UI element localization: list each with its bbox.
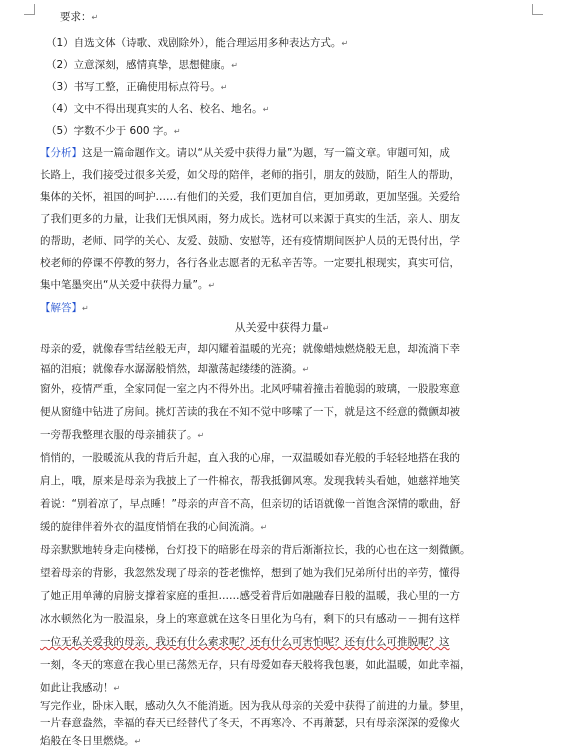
essay-line: 一片春意盎然，幸福的春天已经替代了冬天，不再寒冷、不再萧瑟，只有母亲深深的爱像火 (40, 717, 460, 729)
analysis-line: 了我们更多的力量，让我们无惧风雨，努力成长。选材可以来源于真实的生活，亲人、朋友 (40, 213, 460, 225)
analysis-line: 集中笔墨突出“从关爱中获得力量”。↵ (40, 279, 216, 291)
essay-line: 肩上，哦，原来是母亲为我披上了一件棉衣，帮我抵御风寒。发现我转头看她，她慈祥地笑 (40, 475, 460, 487)
requirement-item: （5）字数不少于 600 字。↵ (46, 125, 181, 137)
analysis-line: 长路上，我们接受过很多关爱，如父母的陪伴，老师的指引，朋友的鼓励，陌生人的帮助， (40, 169, 460, 181)
analysis-line: 校老师的停课不停教的努力，各行各业志愿者的无私辛苦等。一定要扎根现实，真实可信， (40, 257, 460, 269)
answer-heading: 【解答】↵ (40, 302, 89, 314)
essay-line: 了她正用单薄的肩膀支撑着家庭的重担……感受着背后如融融春日般的温暖，我心里的一方 (40, 590, 460, 602)
crop-mark-top-left (24, 4, 35, 15)
essay-line: 悄悄的，一股暖流从我的背后升起，直入我的心扉，一双温暖如春光般的手轻轻地搭在我的 (40, 452, 460, 464)
essay-line: 母亲默默地转身走向楼梯，台灯投下的暗影在母亲的背后渐渐拉长，我的心也在这一刻微颤。 (40, 544, 471, 556)
essay-line: 一位无私关爱我的母亲，我还有什么索求呢？还有什么可害怕呢？还有什么可推脱呢？这 (40, 636, 450, 648)
analysis-line: 集体的关怀，祖国的呵护……有他们的关爱，我们更加自信，更加勇敢，更加坚强。关爱给 (40, 191, 460, 203)
essay-line: 窗外，疫情严重，全家同促一室之内不得外出。北风呼啸着撞击着脆弱的玻璃，一股股寒意 (40, 383, 460, 395)
essay-line: 福的泪痕；就像春水潺潺般悄然，却激荡起缕缕的涟漪。↵ (40, 363, 310, 375)
essay-line: 如此让我感动！↵ (40, 682, 121, 694)
essay-line: 母亲的爱，就像春雪结丝般无声，却闪耀着温暖的光亮；就像蜡烛燃烧般无息，却流淌下幸 (40, 343, 460, 355)
essay-line: 焰般在冬日里燃烧。↵ (40, 735, 142, 747)
requirement-item: （4）文中不得出现真实的人名、校名、地名。↵ (46, 103, 270, 115)
analysis-tag: 【分析】 (40, 147, 82, 159)
essay-line: 写完作业，卧床入眠，感动久久不能消逝。因为我从母亲的关爱中获得了前进的力量。梦里， (40, 700, 471, 712)
essay-line: 便从窗缝中钻进了房间。挑灯苦读的我在不知不觉中哆嗦了一下，就是这不经意的微颤却被 (40, 406, 460, 418)
essay-title: 从关爱中获得力量↵ (234, 321, 330, 334)
essay-line: 一旁帮我整理衣服的母亲捕获了。↵ (40, 429, 205, 441)
analysis-line: 的帮助，老师、同学的关心、友爱、鼓励、安慰等，还有疫情期间医护人员的无畏付出，学 (40, 235, 460, 247)
requirement-item: （1）自选文体（诗歌、戏剧除外），能合理运用多种表达方式。↵ (46, 37, 349, 49)
crop-mark-top-right (532, 4, 543, 15)
analysis-line: 【分析】这是一篇命题作文。请以“从关爱中获得力量”为题，写一篇文章。审题可知，成 (40, 147, 450, 159)
requirements-heading: 要求：↵ (60, 11, 99, 23)
essay-line: 望着母亲的背影，我忽然发现了母亲的苍老憔悴，想到了她为我们兄弟所付出的辛劳，懂得 (40, 567, 460, 579)
requirement-item: （2）立意深刻，感情真挚，思想健康。↵ (46, 59, 238, 71)
essay-line: 着说：“别着凉了，早点睡！”母亲的声音不高，但亲切的话语就像一首饱含深情的歌曲，舒 (40, 498, 461, 510)
requirement-item: （3）书写工整，正确使用标点符号。↵ (46, 81, 228, 93)
essay-line: 冰水顿然化为一股温泉，身上的寒意就在这冬日里化为乌有，剩下的只有感动－－拥有这样 (40, 613, 460, 625)
essay-line: 缓的旋律伴着外衣的温度悄悄在我的心间流淌。↵ (40, 521, 268, 533)
essay-line: 一刻，冬天的寒意在我心里已荡然无存，只有母爱如春天般将我包裹，如此温暖，如此幸福， (40, 659, 471, 671)
